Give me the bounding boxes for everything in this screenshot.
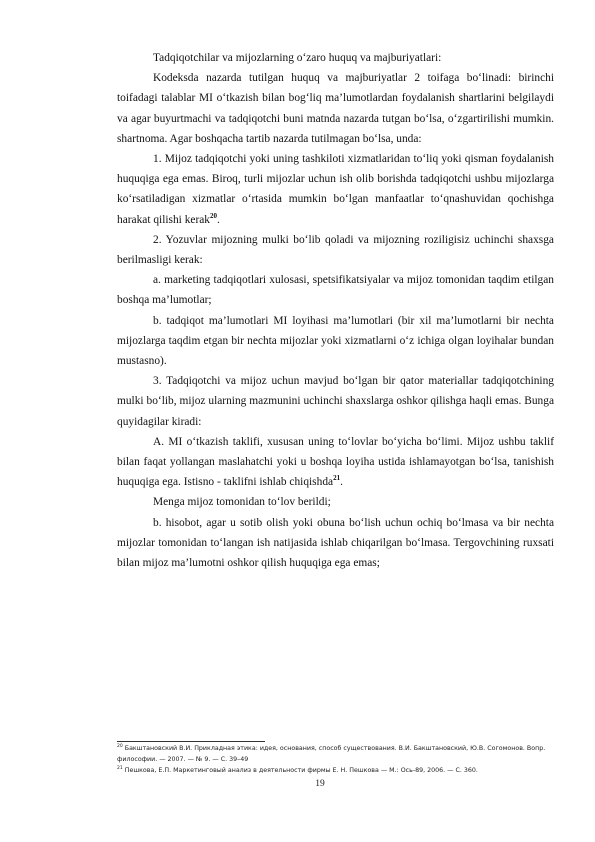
footnote-number: 20 — [117, 743, 123, 749]
footnote-number: 21 — [117, 766, 123, 772]
footnote — [117, 743, 557, 765]
body-text — [117, 48, 554, 573]
paragraph-tail: . — [340, 476, 343, 489]
paragraph — [117, 149, 554, 230]
paragraph — [117, 311, 554, 372]
paragraph — [117, 371, 554, 432]
footnote — [117, 765, 557, 776]
paragraph-text: a. marketing tadqiqotlari xulosasi, spetsifikatsiyalar va mijoz tomonidan taqdim etilgan boshqa ma’lumotlar; — [117, 274, 554, 307]
paragraph — [117, 492, 554, 512]
paragraph-text: Menga mijoz tomonidan to‘lov berildi; — [153, 496, 331, 509]
footnote-text: Бакштановский В.И. Прикладная этика: идея, основания, способ существования. В.И. Бакштановский, Ю.В. Согомонов. Вопр. философии. — 2007. — № 9. — С. 39–49 — [117, 745, 546, 764]
paragraph-text: 3. Tadqiqotchi va mijoz uchun mavjud bo‘lgan bir qator materiallar tadqiqotchining mulki bo‘lib, mijoz ularning mazmunini uchinchi shaxslarga oshkor qilishga haqli emas. Bunga quyidagilar kiradi: — [117, 375, 554, 428]
footnote-ref[interactable]: 21 — [333, 474, 341, 483]
paragraph-tail: . — [217, 213, 220, 226]
page-number: 19 — [315, 779, 325, 789]
paragraph-text: b. tadqiqot ma’lumotlari MI loyihasi ma’lumotlari (bir xil ma’lumotlarni bir nechta mijozlarga taqdim etgan bir nechta mijozlar yoki xizmatlarni o‘z ichiga olgan loyihalar bundan mustasno). — [117, 314, 554, 368]
paragraph — [117, 270, 554, 310]
paragraph — [117, 513, 554, 574]
paragraph — [117, 68, 554, 149]
paragraph-text: b. hisobot, agar u sotib olish yoki obuna bo‘lish uchun ochiq bo‘lmasa va bir nechta mijozlar tomonidan to‘langan ish natijasida ishlab chiqarilgan bo‘lmasa. Tergovchining ruxsati bilan mijoz ma’lumotni oshkor qilish huquqiga ega emas; — [117, 516, 554, 570]
paragraph-text: 2. Yozuvlar mijozning mulki bo‘lib qoladi va mijozning roziligisiz uchinchi shaxsga berilmasligi kerak: — [117, 233, 554, 267]
footnote-divider — [117, 741, 265, 742]
paragraph — [117, 230, 554, 270]
paragraph-heading — [117, 48, 554, 68]
paragraph-text: 1. Mijoz tadqiqotchi yoki uning tashkiloti xizmatlaridan to‘liq yoki qisman foydalanish huquqiga ega emas. Biroq, turli mijozlar uchun ish olib borishda tadqiqotchi ushbu mijozlarga ko‘rsatiladigan xizmatlar o‘rtasida mumkin bo‘lgan manfaatlar to‘qnashuvidan qochishga harakat qilishi kerak — [117, 153, 554, 226]
paragraph-text: A. MI o‘tkazish taklifi, xususan uning to‘lovlar bo‘yicha bo‘limi. Mijoz ushbu taklif bilan faqat yollangan maslahatchi yoki u boshqa loyiha ustida ishlamayotgan bo‘lsa, tanishish huquqiga ega. Istisno - taklifni ishlab chiqishda — [117, 435, 554, 489]
paragraph-text: Tadqiqotchilar va mijozlarning o‘zaro huquq va majburiyatlari: — [153, 52, 442, 64]
footnote-ref[interactable]: 20 — [210, 211, 217, 220]
paragraph — [117, 432, 554, 493]
footnotes — [117, 743, 557, 777]
paragraph-text: Kodeksda nazarda tutilgan huquq va majburiyatlar 2 toifaga bo‘linadi: birinchi toifadagi talablar MI o‘tkazish bilan bog‘liq ma’lumotlardan foydalanish shartlarini belgilaydi va agar buyurtmachi va tadqiqotchi buni matnda nazarda tutgan bo‘lsa, o‘zgartirilishi mumkin. shartnoma. Agar boshqacha tartib nazarda tutilmagan bo‘lsa, unda: — [117, 72, 554, 145]
footnote-text: Пешкова, Е.П. Маркетинговый анализ в деятельности фирмы Е. Н. Пешкова — М.: Ось-89, 2006. — С. 360. — [124, 767, 478, 775]
